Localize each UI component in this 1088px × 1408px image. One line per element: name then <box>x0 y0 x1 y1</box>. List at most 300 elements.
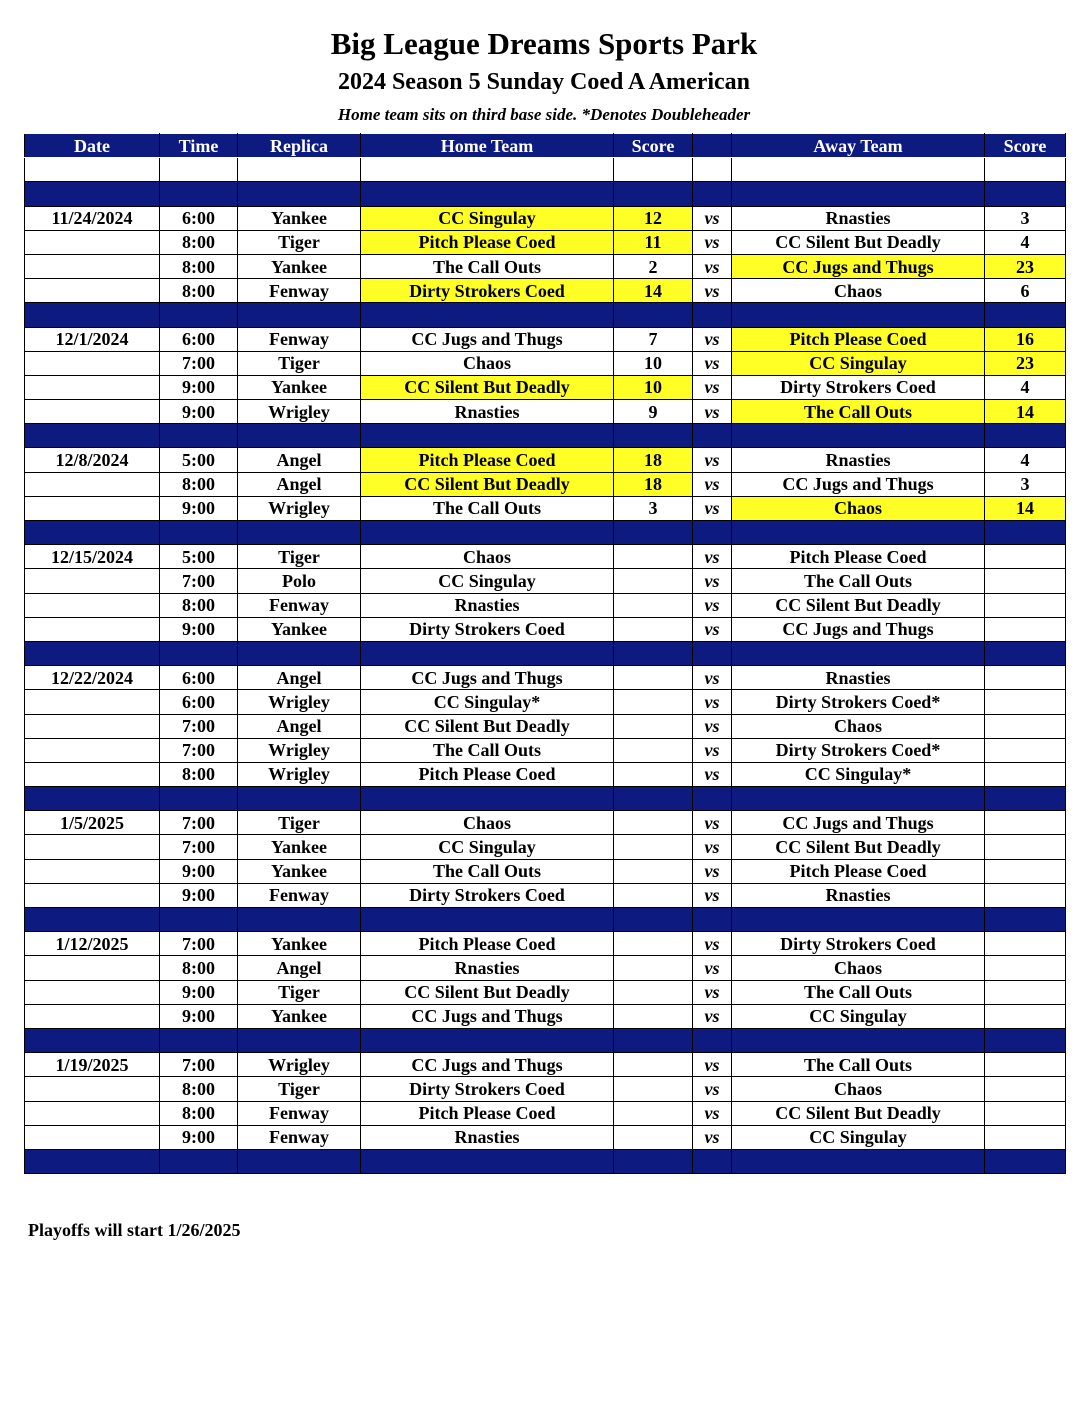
home-team: Pitch Please Coed <box>361 230 614 254</box>
separator-cell <box>25 521 160 545</box>
away-score <box>985 1053 1066 1077</box>
game-date <box>25 1077 160 1101</box>
vs-label: vs <box>693 1125 732 1149</box>
home-team: The Call Outs <box>361 496 614 520</box>
game-time: 6:00 <box>160 206 238 230</box>
game-row <box>25 206 1066 230</box>
home-score <box>614 932 693 956</box>
page-subtitle: 2024 Season 5 Sunday Coed A American <box>337 69 751 95</box>
home-score: 14 <box>614 279 693 303</box>
game-replica: Wrigley <box>238 738 361 762</box>
away-team: Rnasties <box>732 883 985 907</box>
game-row <box>25 762 1066 786</box>
separator-cell <box>985 424 1066 448</box>
home-team: Dirty Strokers Coed <box>361 883 614 907</box>
game-date <box>25 400 160 424</box>
game-time: 8:00 <box>160 1077 238 1101</box>
game-date <box>25 617 160 641</box>
game-row <box>25 714 1066 738</box>
game-replica: Fenway <box>238 883 361 907</box>
vs-label: vs <box>693 569 732 593</box>
home-team: CC Singulay <box>361 835 614 859</box>
separator-cell <box>732 303 985 327</box>
separator-cell <box>238 908 361 932</box>
game-date <box>25 714 160 738</box>
separator-cell <box>160 641 238 665</box>
home-score: 18 <box>614 448 693 472</box>
vs-label: vs <box>693 279 732 303</box>
game-date <box>25 690 160 714</box>
col-header-away-score: Score <box>985 134 1066 158</box>
separator-cell <box>693 641 732 665</box>
game-replica: Yankee <box>238 375 361 399</box>
separator-cell <box>732 1149 985 1173</box>
blank-row <box>25 158 1066 182</box>
separator-cell <box>732 521 985 545</box>
home-score: 9 <box>614 400 693 424</box>
game-date <box>25 375 160 399</box>
separator-cell <box>693 787 732 811</box>
vs-label: vs <box>693 666 732 690</box>
separator-cell <box>614 1149 693 1173</box>
game-time: 6:00 <box>160 666 238 690</box>
separator-cell <box>25 303 160 327</box>
separator-cell <box>238 641 361 665</box>
schedule-note: Home team sits on third base side. *Denotes Doubleheader <box>337 105 751 124</box>
home-team: CC Singulay* <box>361 690 614 714</box>
game-replica: Fenway <box>238 327 361 351</box>
game-row <box>25 690 1066 714</box>
home-score <box>614 835 693 859</box>
game-replica: Yankee <box>238 206 361 230</box>
separator-cell <box>732 787 985 811</box>
game-time: 5:00 <box>160 448 238 472</box>
game-time: 9:00 <box>160 400 238 424</box>
home-score: 10 <box>614 375 693 399</box>
away-score: 23 <box>985 351 1066 375</box>
game-row <box>25 1077 1066 1101</box>
away-score: 4 <box>985 448 1066 472</box>
away-score: 16 <box>985 327 1066 351</box>
game-replica: Tiger <box>238 1077 361 1101</box>
vs-label: vs <box>693 690 732 714</box>
separator-cell <box>985 182 1066 206</box>
game-replica: Angel <box>238 714 361 738</box>
vs-label: vs <box>693 932 732 956</box>
away-team: CC Jugs and Thugs <box>732 254 985 278</box>
game-date <box>25 1004 160 1028</box>
separator-cell <box>985 1149 1066 1173</box>
separator-row <box>25 303 1066 327</box>
vs-label: vs <box>693 617 732 641</box>
game-date <box>25 1125 160 1149</box>
away-score <box>985 956 1066 980</box>
separator-cell <box>361 787 614 811</box>
home-team: Pitch Please Coed <box>361 1101 614 1125</box>
home-team: CC Singulay <box>361 206 614 230</box>
separator-cell <box>732 1028 985 1052</box>
vs-label: vs <box>693 980 732 1004</box>
home-team: Chaos <box>361 351 614 375</box>
separator-cell <box>361 521 614 545</box>
game-date <box>25 980 160 1004</box>
away-score: 4 <box>985 230 1066 254</box>
game-row <box>25 980 1066 1004</box>
game-time: 9:00 <box>160 1004 238 1028</box>
away-score <box>985 1077 1066 1101</box>
away-team: Chaos <box>732 714 985 738</box>
game-time: 5:00 <box>160 545 238 569</box>
game-time: 9:00 <box>160 980 238 1004</box>
separator-row <box>25 908 1066 932</box>
game-row <box>25 496 1066 520</box>
game-time: 7:00 <box>160 932 238 956</box>
col-header-home-team: Home Team <box>361 134 614 158</box>
game-row <box>25 932 1066 956</box>
game-replica: Yankee <box>238 617 361 641</box>
vs-label: vs <box>693 738 732 762</box>
game-row <box>25 569 1066 593</box>
separator-cell <box>361 303 614 327</box>
away-team: CC Jugs and Thugs <box>732 617 985 641</box>
game-date: 1/19/2025 <box>25 1053 160 1077</box>
home-score <box>614 1004 693 1028</box>
away-score <box>985 1004 1066 1028</box>
game-date: 12/1/2024 <box>25 327 160 351</box>
away-score <box>985 569 1066 593</box>
home-score <box>614 714 693 738</box>
separator-cell <box>361 182 614 206</box>
separator-cell <box>361 1149 614 1173</box>
home-score <box>614 1053 693 1077</box>
game-time: 8:00 <box>160 762 238 786</box>
separator-row <box>25 424 1066 448</box>
game-row <box>25 375 1066 399</box>
separator-cell <box>361 641 614 665</box>
away-score: 14 <box>985 496 1066 520</box>
separator-cell <box>985 641 1066 665</box>
game-row <box>25 738 1066 762</box>
game-time: 8:00 <box>160 1101 238 1125</box>
separator-cell <box>361 1028 614 1052</box>
game-replica: Fenway <box>238 1101 361 1125</box>
vs-label: vs <box>693 1053 732 1077</box>
away-score: 3 <box>985 472 1066 496</box>
separator-cell <box>160 521 238 545</box>
away-score <box>985 545 1066 569</box>
away-team: Rnasties <box>732 448 985 472</box>
separator-cell <box>160 787 238 811</box>
home-team: Pitch Please Coed <box>361 932 614 956</box>
game-time: 7:00 <box>160 714 238 738</box>
home-score <box>614 980 693 1004</box>
game-time: 7:00 <box>160 835 238 859</box>
game-row <box>25 859 1066 883</box>
separator-row <box>25 521 1066 545</box>
separator-cell <box>693 303 732 327</box>
game-time: 7:00 <box>160 811 238 835</box>
game-replica: Wrigley <box>238 400 361 424</box>
separator-cell <box>25 424 160 448</box>
away-score <box>985 593 1066 617</box>
separator-cell <box>238 787 361 811</box>
game-replica: Yankee <box>238 1004 361 1028</box>
away-team: CC Silent But Deadly <box>732 230 985 254</box>
game-date <box>25 956 160 980</box>
away-team: The Call Outs <box>732 569 985 593</box>
home-team: CC Jugs and Thugs <box>361 1004 614 1028</box>
separator-cell <box>614 1028 693 1052</box>
separator-cell <box>160 303 238 327</box>
away-score <box>985 690 1066 714</box>
home-score <box>614 593 693 617</box>
separator-row <box>25 1149 1066 1173</box>
separator-cell <box>361 908 614 932</box>
away-team: CC Singulay <box>732 1125 985 1149</box>
game-row <box>25 617 1066 641</box>
game-row <box>25 545 1066 569</box>
game-row <box>25 400 1066 424</box>
home-team: Dirty Strokers Coed <box>361 1077 614 1101</box>
vs-label: vs <box>693 472 732 496</box>
game-row <box>25 883 1066 907</box>
separator-cell <box>238 303 361 327</box>
game-replica: Yankee <box>238 835 361 859</box>
away-score: 3 <box>985 206 1066 230</box>
game-replica: Tiger <box>238 545 361 569</box>
home-team: CC Silent But Deadly <box>361 714 614 738</box>
away-score <box>985 932 1066 956</box>
home-team: The Call Outs <box>361 738 614 762</box>
separator-cell <box>25 1028 160 1052</box>
game-time: 6:00 <box>160 690 238 714</box>
vs-label: vs <box>693 327 732 351</box>
home-team: Chaos <box>361 811 614 835</box>
game-time: 9:00 <box>160 617 238 641</box>
separator-cell <box>732 908 985 932</box>
game-date <box>25 593 160 617</box>
home-team: Chaos <box>361 545 614 569</box>
separator-cell <box>614 303 693 327</box>
away-team: The Call Outs <box>732 400 985 424</box>
separator-cell <box>693 1149 732 1173</box>
game-replica: Wrigley <box>238 690 361 714</box>
col-header-time: Time <box>160 134 238 158</box>
home-team: CC Jugs and Thugs <box>361 1053 614 1077</box>
separator-cell <box>985 1028 1066 1052</box>
home-score <box>614 569 693 593</box>
header-row <box>25 134 1066 158</box>
separator-row <box>25 1028 1066 1052</box>
game-date <box>25 835 160 859</box>
home-team: Rnasties <box>361 1125 614 1149</box>
game-time: 7:00 <box>160 351 238 375</box>
game-time: 8:00 <box>160 230 238 254</box>
vs-label: vs <box>693 859 732 883</box>
vs-label: vs <box>693 593 732 617</box>
separator-cell <box>25 182 160 206</box>
separator-cell <box>985 303 1066 327</box>
separator-cell <box>985 787 1066 811</box>
game-row <box>25 666 1066 690</box>
vs-label: vs <box>693 1101 732 1125</box>
away-team: Dirty Strokers Coed* <box>732 690 985 714</box>
away-score <box>985 883 1066 907</box>
vs-label: vs <box>693 1004 732 1028</box>
game-time: 8:00 <box>160 956 238 980</box>
away-score <box>985 1125 1066 1149</box>
game-replica: Polo <box>238 569 361 593</box>
away-team: Chaos <box>732 279 985 303</box>
game-time: 8:00 <box>160 472 238 496</box>
game-replica: Yankee <box>238 859 361 883</box>
separator-cell <box>693 182 732 206</box>
home-team: Dirty Strokers Coed <box>361 617 614 641</box>
separator-row <box>25 787 1066 811</box>
away-team: Chaos <box>732 956 985 980</box>
game-date <box>25 230 160 254</box>
home-score <box>614 1101 693 1125</box>
separator-cell <box>160 1149 238 1173</box>
home-team: Dirty Strokers Coed <box>361 279 614 303</box>
game-row <box>25 327 1066 351</box>
game-date <box>25 859 160 883</box>
away-score: 4 <box>985 375 1066 399</box>
separator-cell <box>160 424 238 448</box>
away-team: Rnasties <box>732 666 985 690</box>
away-team: CC Silent But Deadly <box>732 593 985 617</box>
separator-cell <box>614 182 693 206</box>
schedule-body <box>25 158 1066 1174</box>
away-score <box>985 762 1066 786</box>
separator-cell <box>160 908 238 932</box>
vs-label: vs <box>693 206 732 230</box>
away-team: Dirty Strokers Coed <box>732 375 985 399</box>
vs-label: vs <box>693 1077 732 1101</box>
separator-cell <box>614 641 693 665</box>
game-date: 11/24/2024 <box>25 206 160 230</box>
separator-cell <box>693 521 732 545</box>
game-date <box>25 1101 160 1125</box>
away-score <box>985 738 1066 762</box>
game-row <box>25 956 1066 980</box>
home-score: 11 <box>614 230 693 254</box>
game-replica: Tiger <box>238 980 361 1004</box>
game-row <box>25 835 1066 859</box>
page-title: Big League Dreams Sports Park <box>330 26 758 61</box>
game-replica: Wrigley <box>238 1053 361 1077</box>
home-score <box>614 738 693 762</box>
game-row <box>25 811 1066 835</box>
game-row <box>25 1004 1066 1028</box>
home-team: Pitch Please Coed <box>361 448 614 472</box>
separator-cell <box>361 424 614 448</box>
col-header-home-score: Score <box>614 134 693 158</box>
away-team: Dirty Strokers Coed* <box>732 738 985 762</box>
away-score <box>985 835 1066 859</box>
game-row <box>25 254 1066 278</box>
col-header-date: Date <box>25 134 160 158</box>
game-time: 8:00 <box>160 593 238 617</box>
separator-cell <box>238 424 361 448</box>
game-replica: Wrigley <box>238 496 361 520</box>
vs-label: vs <box>693 400 732 424</box>
vs-label: vs <box>693 254 732 278</box>
game-date <box>25 351 160 375</box>
home-team: CC Jugs and Thugs <box>361 327 614 351</box>
vs-label: vs <box>693 496 732 520</box>
away-score <box>985 617 1066 641</box>
game-time: 8:00 <box>160 279 238 303</box>
vs-label: vs <box>693 762 732 786</box>
away-team: CC Silent But Deadly <box>732 835 985 859</box>
separator-cell <box>614 521 693 545</box>
separator-cell <box>693 424 732 448</box>
game-date <box>25 496 160 520</box>
home-team: Rnasties <box>361 400 614 424</box>
away-team: Chaos <box>732 1077 985 1101</box>
game-row <box>25 230 1066 254</box>
away-team: CC Jugs and Thugs <box>732 472 985 496</box>
home-score: 18 <box>614 472 693 496</box>
game-time: 9:00 <box>160 375 238 399</box>
home-team: CC Singulay <box>361 569 614 593</box>
game-time: 8:00 <box>160 254 238 278</box>
home-team: CC Silent But Deadly <box>361 472 614 496</box>
home-team: CC Jugs and Thugs <box>361 666 614 690</box>
away-score: 23 <box>985 254 1066 278</box>
game-replica: Wrigley <box>238 762 361 786</box>
home-score <box>614 1077 693 1101</box>
home-team: Rnasties <box>361 593 614 617</box>
vs-label: vs <box>693 883 732 907</box>
game-replica: Tiger <box>238 230 361 254</box>
game-row <box>25 1125 1066 1149</box>
away-team: The Call Outs <box>732 1053 985 1077</box>
game-row <box>25 472 1066 496</box>
col-header-replica: Replica <box>238 134 361 158</box>
separator-cell <box>693 908 732 932</box>
separator-cell <box>693 1028 732 1052</box>
game-date: 1/5/2025 <box>25 811 160 835</box>
separator-cell <box>25 1149 160 1173</box>
game-replica: Fenway <box>238 279 361 303</box>
home-score <box>614 956 693 980</box>
away-team: Rnasties <box>732 206 985 230</box>
separator-cell <box>985 521 1066 545</box>
vs-label: vs <box>693 956 732 980</box>
home-score <box>614 617 693 641</box>
home-score <box>614 690 693 714</box>
game-time: 9:00 <box>160 1125 238 1149</box>
home-score <box>614 811 693 835</box>
game-replica: Angel <box>238 666 361 690</box>
vs-label: vs <box>693 811 732 835</box>
home-score <box>614 762 693 786</box>
separator-cell <box>238 182 361 206</box>
game-date <box>25 254 160 278</box>
game-date <box>25 569 160 593</box>
separator-cell <box>614 424 693 448</box>
game-time: 7:00 <box>160 1053 238 1077</box>
game-date: 12/8/2024 <box>25 448 160 472</box>
separator-row <box>25 182 1066 206</box>
separator-cell <box>238 1028 361 1052</box>
home-team: CC Silent But Deadly <box>361 980 614 1004</box>
game-replica: Tiger <box>238 351 361 375</box>
game-replica: Tiger <box>238 811 361 835</box>
vs-label: vs <box>693 448 732 472</box>
